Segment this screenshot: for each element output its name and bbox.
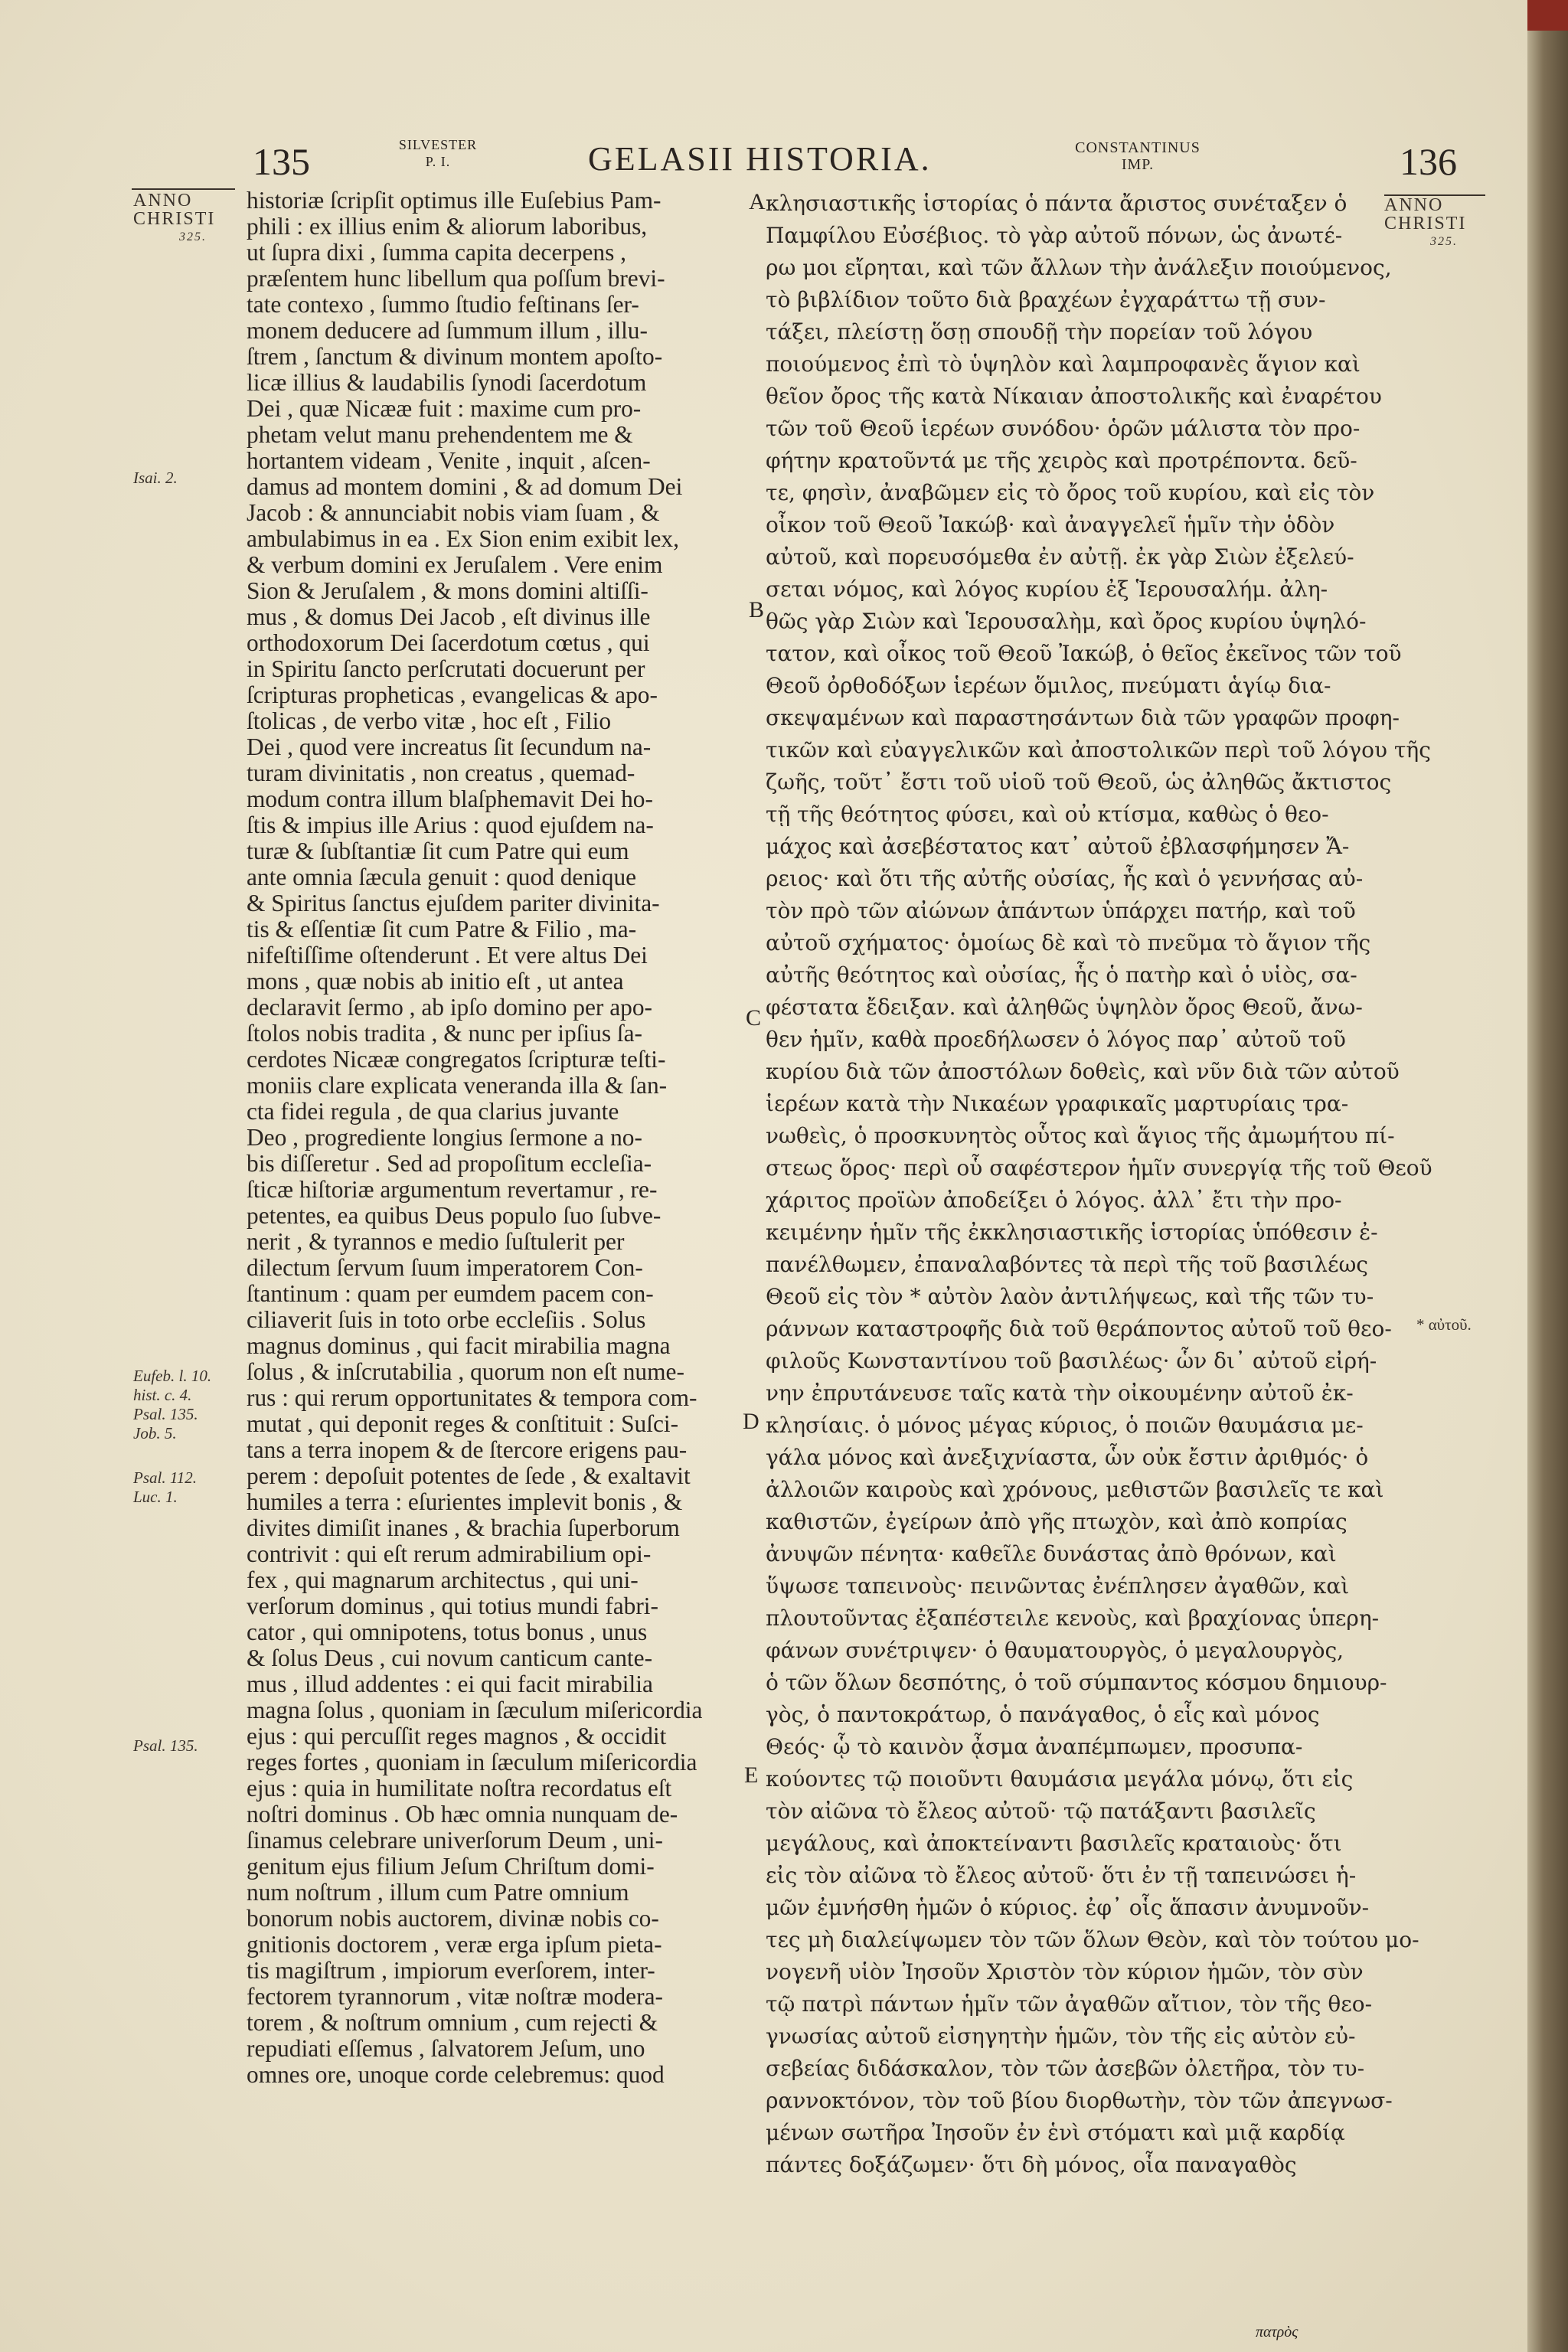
greek-text-line: κλησίαις. ὁ μόνος μέγας κύριος, ὁ ποιῶν θαυμάσια με-: [766, 1413, 1364, 1438]
latin-text-line: torem , & noſtrum omnium , cum rejecti &: [247, 2009, 658, 2036]
latin-text-line: petentes, ea quibus Deus populo ſuo ſubve-: [247, 1202, 662, 1229]
greek-text-line: μάχος καὶ ἀσεβέστατος κατ᾽ αὐτοῦ ἐβλασφήμησεν Ἄ-: [766, 834, 1350, 859]
latin-text-line: licæ illius & laudabilis ſynodi ſacerdotum: [247, 369, 647, 396]
latin-text-line: bis diſſeretur . Sed ad propoſitum eccleſia-: [247, 1150, 652, 1177]
running-head-right: [1047, 139, 1228, 173]
greek-text-line: καθιστῶν, ἐγείρων ἀπὸ γῆς πτωχὸν, καὶ ἀπὸ κοπρίας: [766, 1509, 1348, 1534]
greek-text-line: οἶκον τοῦ Θεοῦ Ἰακώβ· καὶ ἀναγγελεῖ ἡμῖν τὴν ὁδὸν: [766, 512, 1335, 537]
latin-text-line: mus , illud addentes : ei qui facit mirabilia: [247, 1671, 653, 1697]
latin-text-line: fex , qui magnarum architectus , qui uni-: [247, 1566, 639, 1593]
latin-text-line: humiles a terra : eſurientes implevit bonis , &: [247, 1488, 683, 1515]
greek-text-line: ρειος· καὶ ὅτι τῆς αὐτῆς οὐσίας, ἧς καὶ ὁ γεννήσας αὐ-: [766, 866, 1364, 891]
latin-text-line: historiæ ſcripſit optimus ille Euſebius Pam-: [247, 187, 662, 214]
margin-note: Psal. 135.: [133, 1405, 198, 1423]
section-letter: B: [749, 597, 765, 622]
latin-text-line: num noſtrum , illum cum Patre omnium: [247, 1879, 629, 1906]
latin-text-line: nerit , & tyrannos e medio ſuſtulerit per: [247, 1228, 625, 1255]
greek-text-line: ἀλλοιῶν καιροὺς καὶ χρόνους, μεθιστῶν βασιλεῖς τε καὶ: [766, 1477, 1384, 1502]
latin-text-line: divites dimiſit inanes , & brachia ſuperborum: [247, 1514, 680, 1541]
latin-text-line: ſcripturas propheticas , evangelicas & apo-: [247, 681, 658, 708]
greek-text-line: αὐτῆς θεότητος καὶ οὐσίας, ἧς ὁ πατὴρ καὶ ὁ υἱὸς, σα-: [766, 962, 1357, 988]
greek-text-line: ρω μοι εἴρηται, καὶ τῶν ἄλλων τὴν ἀνάλεξιν ποιούμενος,: [766, 255, 1392, 280]
latin-text-line: cta fidei regula , de qua clarius juvante: [247, 1098, 619, 1125]
greek-text-line: ἱερέων κατὰ τὴν Νικαέων γραφικαῖς μαρτυρίαις τρα-: [766, 1091, 1349, 1116]
latin-text-line: phili : ex illius enim & aliorum laboribus,: [247, 213, 648, 240]
margin-note: Psal. 135.: [133, 1736, 198, 1755]
latin-text-line: dilectum ſervum ſuum imperatorem Con-: [247, 1254, 643, 1281]
latin-text-line: & ſolus Deus , cui novum canticum cante-: [247, 1645, 653, 1671]
latin-text-line: & Spiritus ſanctus ejuſdem pariter divinita-: [247, 890, 660, 916]
greek-text-line: τάξει, πλείστῃ ὅσῃ σπουδῇ τὴν πορείαν τοῦ λόγου: [766, 319, 1313, 345]
latin-text-line: contrivit : qui eſt rerum admirabilium opi-: [247, 1540, 652, 1567]
catchword: πατρὸς: [1256, 2324, 1298, 2341]
greek-text-line: ὕψωσε ταπεινοὺς· πεινῶντας ἐνέπλησεν ἀγαθῶν, καὶ: [766, 1573, 1350, 1599]
greek-text-line: πάντες δοξάζωμεν· ὅτι δὴ μόνος, οἷα παναγαθὸς: [766, 2152, 1297, 2177]
greek-text-line: τε, φησὶν, ἀναβῶμεν εἰς τὸ ὄρος τοῦ κυρίου, καὶ εἰς τὸν: [766, 480, 1375, 505]
latin-text-line: Jacob : & annunciabit nobis viam ſuam , &: [247, 499, 660, 526]
margin-note: Luc. 1.: [133, 1488, 178, 1506]
greek-text-line: τῶν τοῦ Θεοῦ ἱερέων συνόδου· ὁρῶν μάλιστα τὸν προ-: [766, 416, 1361, 441]
latin-text-line: Dei , quod vere increatus ſit ſecundum na-: [247, 733, 652, 760]
latin-text-line: & verbum domini ex Jeruſalem . Vere enim: [247, 551, 663, 578]
latin-text-line: magna ſolus , quoniam in ſæculum miſericordia: [247, 1697, 703, 1723]
latin-text-line: cator , qui omnipotens, totus bonus , unus: [247, 1619, 648, 1645]
greek-text-line: ράννων καταστροφῆς διὰ τοῦ θεράποντος αὐτοῦ τοῦ θεο-: [766, 1316, 1392, 1341]
latin-text-line: ante omnia ſæcula genuit : quod denique: [247, 864, 637, 890]
greek-text-line: Θεός· ᾧ τὸ καινὸν ᾆσμα ἀναπέμπωμεν, προσυπα-: [766, 1734, 1303, 1759]
section-letter: E: [744, 1762, 759, 1788]
greek-text-line: κειμένην ἡμῖν τῆς ἐκκλησιαστικῆς ἱστορίας ὑπόθεσιν ἐ-: [766, 1220, 1378, 1245]
section-letter: D: [743, 1409, 760, 1434]
greek-text-line: ραννοκτόνον, τὸν τοῦ βίου διορθωτὴν, τὸν τῶν ἀπεγνωσ-: [766, 2088, 1393, 2113]
latin-text-line: tans a terra inopem & de ſtercore erigens pau-: [247, 1436, 688, 1463]
greek-text-line: μένων σωτῆρα Ἰησοῦν ἐν ἑνὶ στόματι καὶ μιᾷ καρδίᾳ: [766, 2120, 1345, 2145]
latin-text-line: Sion & Jeruſalem , & mons domini altiſſi-: [247, 577, 648, 604]
latin-text-line: modum contra illum blaſphemavit Dei ho-: [247, 786, 653, 812]
greek-text-line: κυρίου διὰ τῶν ἀποστόλων δοθεὶς, καὶ νῦν διὰ τῶν αὐτοῦ: [766, 1059, 1400, 1084]
latin-text-line: mons , quæ nobis ab initio eſt , ut antea: [247, 968, 624, 995]
latin-text-line: noſtri dominus . Ob hæc omnia nunquam de-: [247, 1801, 678, 1828]
latin-text-line: ambulabimus in ea . Ex Sion enim exibit lex,: [247, 525, 679, 552]
latin-text-line: ejus : quia in humilitate noſtra recordatus eſt: [247, 1775, 672, 1802]
greek-text-line: γάλα μόνος καὶ ἀνεξιχνίαστα, ὧν οὐκ ἔστιν ἀριθμός· ὁ: [766, 1445, 1369, 1470]
greek-text-line: σεται νόμος, καὶ λόγος κυρίου ἐξ Ἱερουσαλήμ. ἀλη-: [766, 577, 1328, 602]
section-letter: A: [749, 189, 766, 214]
greek-text-line: σεβείας διδάσκαλον, τὸν τῶν ἀσεβῶν ὀλετῆρα, τὸν τυ-: [766, 2056, 1365, 2081]
greek-text-line: πανέλθωμεν, ἐπαναλαβόντες τὰ περὶ τῆς τοῦ βασιλέως: [766, 1252, 1368, 1277]
margin-note: Eufeb. l. 10.: [133, 1367, 212, 1385]
greek-text-line: φάνων συνέτριψεν· ὁ θαυματουργὸς, ὁ μεγαλουργὸς,: [766, 1638, 1344, 1663]
page-number-right: 136: [1400, 140, 1457, 183]
latin-text-line: tate contexo , ſummo ſtudio feſtinans ſer-: [247, 291, 639, 318]
latin-text-line: ſtolos nobis tradita , & nunc per ipſius ſa-: [247, 1020, 642, 1047]
latin-text-line: genitum ejus filium Jeſum Chriſtum domi-: [247, 1853, 655, 1880]
latin-text-line: nifeſtiſſime oſtenderunt . Et vere altus Dei: [247, 942, 648, 969]
greek-text-line: γὸς, ὁ παντοκράτωρ, ὁ πανάγαθος, ὁ εἷς καὶ μόνος: [766, 1702, 1320, 1727]
greek-text-line: αὐτοῦ σχήματος· ὁμοίως δὲ καὶ τὸ πνεῦμα τὸ ἅγιον τῆς: [766, 930, 1371, 956]
anno-christi-right: [1384, 196, 1466, 251]
greek-text-line: τατον, καὶ οἶκος τοῦ Θεοῦ Ἰακώβ, ὁ θεῖος ἐκεῖνος τῶν τοῦ: [766, 641, 1402, 666]
greek-text-line: ὁ τῶν ὅλων δεσπότης, ὁ τοῦ σύμπαντος κόσμου δημιουρ-: [766, 1670, 1387, 1695]
anno-label: ANNO: [1384, 195, 1444, 215]
page-title: GELASII HISTORIA.: [588, 140, 932, 178]
greek-text-line: τῇ τῆς θεότητος φύσει, καὶ οὐ κτίσμα, καθὼς ὁ θεο-: [766, 802, 1329, 827]
latin-text-line: damus ad montem domini , & ad domum Dei: [247, 473, 683, 500]
greek-text-line: ζωῆς, τοῦτ᾽ ἔστι τοῦ υἱοῦ τοῦ Θεοῦ, ὡς ἀληθῶς ἄκτιστος: [766, 769, 1392, 795]
greek-text-line: θεν ἡμῖν, καθὰ προεδήλωσεν ὁ λόγος παρ᾽ αὐτοῦ τοῦ: [766, 1027, 1346, 1052]
greek-text-line: τὸν πρὸ τῶν αἰώνων ἁπάντων ὑπάρχει πατήρ, καὶ τοῦ: [766, 898, 1356, 923]
greek-text-line: τῷ πατρὶ πάντων ἡμῖν τῶν ἀγαθῶν αἴτιον, τὸν τῆς θεο-: [766, 1991, 1373, 2017]
latin-text-line: rus : qui rerum opportunitates & tempora com-: [247, 1384, 697, 1411]
book-edge: [1527, 0, 1568, 2352]
margin-note: hist. c. 4.: [133, 1386, 192, 1404]
margin-note: Isai. 2.: [133, 469, 178, 487]
latin-text-line: magnus dominus , qui facit mirabilia magna: [247, 1332, 671, 1359]
latin-text-line: ſtantinum : quam per eumdem pacem con-: [247, 1280, 654, 1307]
running-head-left: [384, 136, 492, 170]
latin-text-line: in Spiritu ſancto perſcrutati docuerunt per: [247, 655, 645, 682]
greek-text-line: πλουτοῦντας ἐξαπέστειλε κενοὺς, καὶ βραχίονας ὑπερη-: [766, 1606, 1380, 1631]
latin-text-line: præſentem hunc libellum qua poſſum brevi-: [247, 265, 665, 292]
running-head-right-line: IMP.: [1121, 156, 1155, 173]
greek-text-line: φιλοῦς Κωνσταντίνου τοῦ βασιλέως· ὧν δι᾽ αὐτοῦ εἰρή-: [766, 1348, 1377, 1374]
greek-text-line: σκεψαμένων καὶ παραστησάντων διὰ τῶν γραφῶν προφη-: [766, 705, 1400, 730]
greek-text-line: μεγάλους, καὶ ἀποκτείναντι βασιλεῖς κραταιοὺς· ὅτι: [766, 1831, 1342, 1856]
latin-text-line: gnitionis doctorem , veræ erga ipſum pieta-: [247, 1931, 662, 1958]
margin-note: Psal. 112.: [133, 1468, 198, 1487]
margin-note-right: * αὐτοῦ.: [1416, 1315, 1472, 1334]
latin-text-line: tis & eſſentiæ ſit cum Patre & Filio , ma-: [247, 916, 637, 942]
latin-text-line: omnes ore, unoque corde celebremus: quod: [247, 2061, 665, 2088]
latin-text-line: phetam velut manu prehendentem me &: [247, 421, 633, 448]
running-head-left-line: SILVESTER: [398, 137, 478, 152]
greek-text-line: θῶς γὰρ Σιὼν καὶ Ἱερουσαλὴμ, καὶ ὄρος κυρίου ὑψηλό-: [766, 609, 1367, 634]
latin-text-line: ſinamus celebrare univerſorum Deum , uni-: [247, 1827, 663, 1854]
latin-text-line: Deo , progrediente longius ſermone a no-: [247, 1124, 642, 1151]
latin-text-line: perem : depoſuit potentes de ſede , & exaltavit: [247, 1462, 691, 1489]
anno-christi-left: [133, 191, 215, 247]
greek-text-line: νογενῆ υἱὸν Ἰησοῦν Χριστὸν τὸν κύριον ἡμῶν, τὸν σὺν: [766, 1959, 1364, 1984]
greek-text-line: στεως ὅρος· περὶ οὗ σαφέστερον ἡμῖν συνεργίᾳ τῆς τοῦ Θεοῦ: [766, 1155, 1432, 1181]
latin-text-line: turam divinitatis , non creatus , quemad-: [247, 760, 635, 786]
greek-text-line: φήτην κρατοῦντά με τῆς χειρὸς καὶ προτρέποντα. δεῦ-: [766, 448, 1357, 473]
latin-text-line: bonorum nobis auctorem, divinæ nobis co-: [247, 1905, 659, 1932]
anno-year: 325.: [179, 230, 207, 243]
page-number-left: 135: [253, 140, 310, 183]
latin-text-line: ſtolicas , de verbo vitæ , hoc eſt , Filio: [247, 707, 612, 734]
running-head-right-line: CONSTANTINUS: [1075, 139, 1200, 156]
greek-text-line: τὸ βιβλίδιον τοῦτο διὰ βραχέων ἐγχαράττω τῇ συν-: [766, 287, 1326, 312]
latin-text-line: ciliaverit ſuis in toto orbe eccleſiis . Solus: [247, 1306, 646, 1333]
margin-note: Job. 5.: [133, 1424, 177, 1442]
section-letter: C: [746, 1005, 762, 1031]
latin-text-line: mutat , qui deponit reges & conſtituit : Suſci-: [247, 1410, 679, 1437]
anno-year: 325.: [1430, 235, 1458, 248]
greek-text-line: αὐτοῦ, καὶ πορευσόμεθα ἐν αὐτῇ. ἐκ γὰρ Σιὼν ἐξελεύ-: [766, 544, 1354, 570]
greek-text-line: φέστατα ἔδειξαν. καὶ ἀληθῶς ὑψηλὸν ὄρος Θεοῦ, ἄνω-: [766, 995, 1363, 1020]
anno-label: CHRISTI: [1384, 214, 1467, 234]
book-edge-marker: [1527, 0, 1568, 31]
latin-text-line: repudiati eſſemus , ſalvatorem Jeſum, uno: [247, 2035, 645, 2062]
latin-text-line: orthodoxorum Dei ſacerdotum cœtus , qui: [247, 629, 650, 656]
greek-text-line: κλησιαστικῆς ἱστορίας ὁ πάντα ἄριστος συνέταξεν ὁ: [766, 191, 1348, 216]
latin-text-line: verſorum dominus , qui totius mundi fabri-: [247, 1592, 658, 1619]
greek-text-line: γνωσίας αὐτοῦ εἰσηγητὴν ἡμῶν, τὸν τῆς εἰς αὐτὸν εὐ-: [766, 2024, 1356, 2049]
latin-text-line: ſolus , & inſcrutabilia , quorum non eſt nume-: [247, 1358, 684, 1385]
latin-text-column: [247, 188, 738, 2088]
latin-text-line: hortantem videam , Venite , inquit , aſcen-: [247, 447, 651, 474]
running-head-left-line: P. I.: [425, 154, 451, 169]
greek-text-line: μῶν ἐμνήσθη ἡμῶν ὁ κύριος. ἐφ᾽ οἷς ἅπασιν ἀνυμνοῦν-: [766, 1895, 1370, 1920]
greek-text-line: Θεοῦ εἰς τὸν * αὐτὸν λαὸν ἀντιλήψεως, καὶ τῆς τῶν τυ-: [766, 1284, 1374, 1309]
latin-text-line: monem deducere ad ſummum illum , illu-: [247, 317, 648, 344]
greek-text-line: ἀνυψῶν πένητα· καθεῖλε δυνάστας ἀπὸ θρόνων, καὶ: [766, 1541, 1337, 1566]
greek-text-line: τες μὴ διαλείψωμεν τὸν τῶν ὅλων Θεὸν, καὶ τὸν τούτου μο-: [766, 1927, 1419, 1952]
greek-text-line: Θεοῦ ὀρθοδόξων ἱερέων ὅμιλος, πνεύματι ἁγίῳ δια-: [766, 673, 1331, 698]
latin-text-line: ut ſupra dixi , ſumma capita decerpens ,: [247, 239, 626, 266]
greek-text-line: νην ἐπρυτάνευσε ταῖς κατὰ τὴν οἰκουμένην αὐτοῦ ἐκ-: [766, 1380, 1354, 1406]
greek-text-line: ποιούμενος ἐπὶ τὸ ὑψηλὸν καὶ λαμπροφανὲς ἅγιον καὶ: [766, 351, 1361, 377]
greek-text-line: εἰς τὸν αἰῶνα τὸ ἔλεος αὐτοῦ· ὅτι ἐν τῇ ταπεινώσει ἡ-: [766, 1863, 1357, 1888]
latin-text-line: ſticæ hiſtoriæ argumentum revertamur , re-: [247, 1176, 658, 1203]
greek-text-line: κούοντες τῷ ποιοῦντι θαυμάσια μεγάλα μόνῳ, ὅτι εἰς: [766, 1766, 1354, 1792]
greek-text-line: νωθεὶς, ὁ προσκυνητὸς οὗτος καὶ ἅγιος τῆς ἀμωμήτου πί-: [766, 1123, 1395, 1148]
greek-text-line: Παμφίλου Εὐσέβιος. τὸ γὰρ αὐτοῦ πόνων, ὡς ἀνωτέ-: [766, 223, 1343, 248]
greek-text-line: τὸν αἰῶνα τὸ ἔλεος αὐτοῦ· τῷ πατάξαντι βασιλεῖς: [766, 1798, 1316, 1824]
latin-text-line: ſtrem , ſanctum & divinum montem apoſto-: [247, 343, 663, 370]
latin-text-line: declaravit ſermo , ab ipſo domino per apo-: [247, 994, 652, 1021]
greek-text-line: χάριτος προϊὼν ἀποδείξει ὁ λόγος. ἀλλ᾽ ἔτι τὴν προ-: [766, 1187, 1342, 1213]
latin-text-line: ſtis & impius ille Arius : quod ejuſdem na-: [247, 812, 654, 838]
latin-text-line: fectorem tyrannorum , vitæ noſtræ modera-: [247, 1983, 663, 2010]
anno-label: CHRISTI: [133, 209, 216, 229]
latin-text-line: ejus : qui percuſſit reges magnos , & occidit: [247, 1723, 667, 1749]
greek-text-line: τικῶν καὶ εὐαγγελικῶν καὶ ἀποστολικῶν περὶ τοῦ λόγου τῆς: [766, 737, 1431, 763]
latin-text-line: cerdotes Nicææ congregatos ſcripturæ teſti-: [247, 1046, 666, 1073]
latin-text-line: turæ & ſubſtantiæ ſit cum Patre qui eum: [247, 838, 629, 864]
latin-text-line: moniis clare explicata veneranda illa & ſan-: [247, 1072, 668, 1099]
anno-label: ANNO: [133, 191, 193, 211]
margin-rule-left: [132, 188, 235, 190]
latin-text-line: tis magiſtrum , impiorum everſorem, inter-: [247, 1957, 655, 1984]
latin-text-line: Dei , quæ Nicææ fuit : maxime cum pro-: [247, 395, 642, 422]
latin-text-line: mus , & domus Dei Jacob , eſt divinus ille: [247, 603, 651, 630]
greek-text-line: θεῖον ὄρος τῆς κατὰ Νίκαιαν ἀποστολικῆς καὶ ἐναρέτου: [766, 384, 1382, 409]
latin-text-line: reges fortes , quoniam in ſæculum miſericordia: [247, 1749, 697, 1775]
